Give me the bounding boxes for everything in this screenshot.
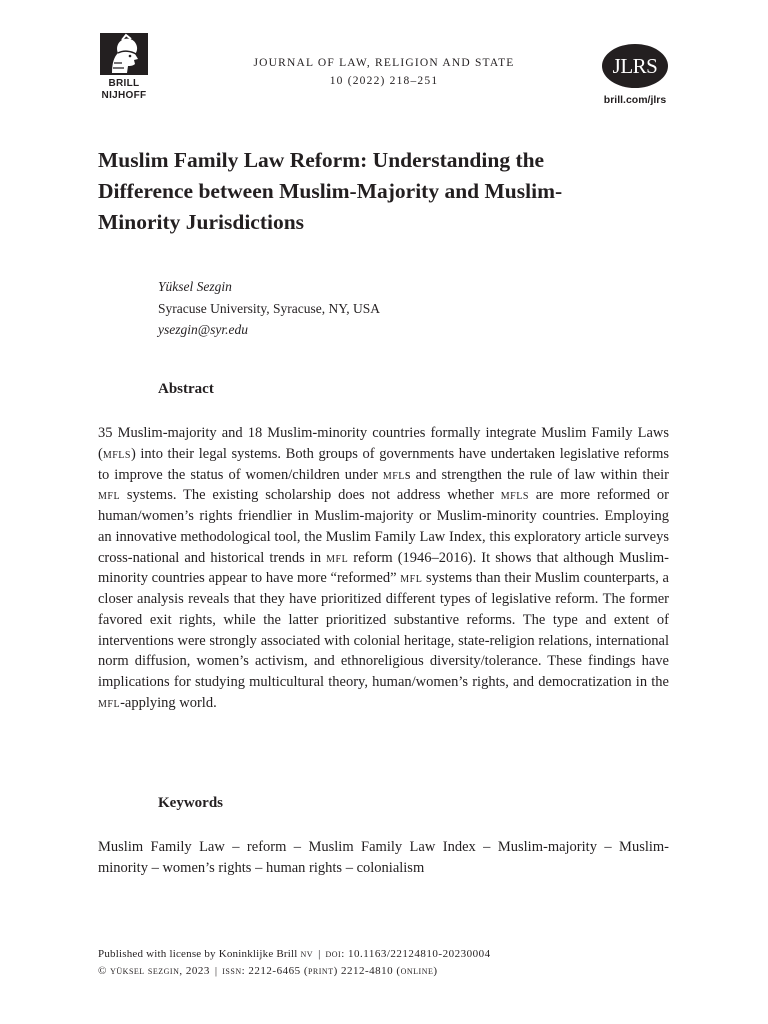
keywords-list: Muslim Family Law – reform – Muslim Family Law Index – Muslim-majority – Muslim-minority – women’s rights – human rights – colonialism — [98, 839, 669, 876]
abbr-mfl: mfls — [102, 445, 131, 462]
separator: | — [318, 948, 321, 960]
abbr-mfl: mfl — [382, 466, 405, 483]
author-name: Yüksel Sezgin — [158, 279, 232, 294]
journal-name: JOURNAL OF LAW, RELIGION AND STATE — [253, 57, 515, 69]
abstract-text-run: reform (1946–2016). It shows that although Muslim-minority countries appear to have more “reformed” — [98, 549, 669, 587]
abstract-text-run: -applying world. — [120, 694, 217, 711]
keywords-heading: Keywords — [158, 795, 223, 811]
journal-logo[interactable] — [598, 44, 672, 106]
abstract-text-run: are more reformed or human/women’s rights friendlier in Muslim-majority or Muslim-minority countries. Employing an innovative methodological tool, the Muslim Family Law Index, this exploratory article surveys cross-national and historical trends in — [98, 487, 670, 566]
journal-url-link[interactable]: brill.com/jlrs — [603, 94, 667, 106]
abbr-mfl: mfl — [98, 694, 121, 711]
abstract-text-run: 35 Muslim-majority and 18 Muslim-minority countries formally integrate Muslim Family Laws ( — [98, 425, 669, 462]
issn-text: issn: 2212-6465 (print) 2212-4810 (online) — [222, 965, 438, 977]
article-title: Muslim Family Law Reform: Understanding the Difference between Muslim-Majority and Muslim-Minority Jurisdictions — [98, 148, 563, 234]
abstract-text-run: systems than their Muslim counterparts, a closer analysis reveals that they have prioritized different types of legislative reform. The former favored exit rights, while the latter prioritized substantive reforms. The type and extent of interventions were strongly associated with colonial heritage, state-religion relations, international norm diffusion, women’s activism, and ethnoreligious diversity/tolerance. These findings have implications for studying multicultural theory, human/women’s rights, and democratization in the — [98, 570, 669, 690]
abbr-mfl: mfl — [326, 549, 349, 566]
abbr-mfl: mfl — [98, 487, 121, 504]
footer-license-line — [98, 946, 678, 963]
author-email-link[interactable]: ysezgin@syr.edu — [158, 322, 249, 337]
footer-copyright-line — [98, 963, 678, 980]
journal-issue: 10 (2022) 218–251 — [329, 75, 439, 87]
abstract-heading: Abstract — [158, 381, 214, 397]
license-text: Published with license by Koninklijke Brill — [98, 948, 301, 960]
journal-header — [200, 54, 568, 90]
separator: | — [214, 965, 218, 977]
publisher-logo — [98, 33, 150, 102]
jlrs-logo-mark: JLRS — [602, 44, 668, 88]
copyright-text: © yüksel sezgin, 2023 — [98, 965, 210, 977]
publisher-name-line2: NIJHOFF — [101, 90, 147, 101]
abbr-mfl: mfl — [400, 570, 423, 587]
abstract-body — [98, 423, 669, 714]
abstract-text-run: systems. The existing scholarship does not address whether — [120, 487, 501, 504]
author-block — [158, 276, 380, 341]
license-nv: nv — [300, 948, 314, 960]
abbr-mfl: mfls — [500, 487, 529, 504]
helmeted-head-icon — [100, 33, 148, 75]
doi-link[interactable]: doi: 10.1163/22124810-20230004 — [325, 948, 491, 960]
publisher-name-line1: BRILL — [108, 78, 140, 89]
page-footer — [98, 946, 678, 980]
abstract-text-run: s and strengthen the rule of law within their — [404, 466, 669, 483]
author-affiliation: Syracuse University, Syracuse, NY, USA — [158, 300, 380, 316]
abstract-text-run: ) into their legal systems. Both groups of governments have undertaken legislative reforms to improve the status of women/children under — [98, 445, 669, 483]
